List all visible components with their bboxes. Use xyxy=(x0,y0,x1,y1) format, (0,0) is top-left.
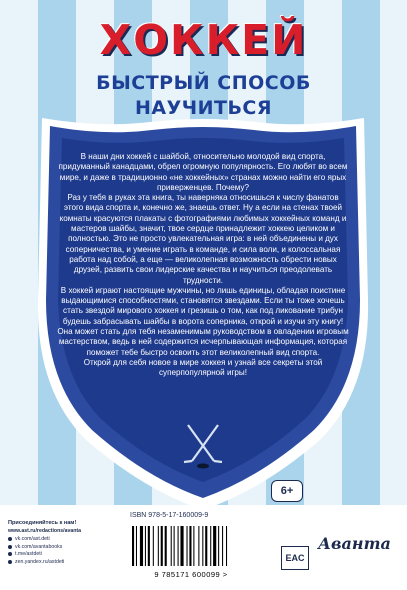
paragraph-2: Раз у тебя в руках эта книга, ты наверняка относишься к числу фанатов этого вида спорта и, конечно же, знаешь ответ. Ну а если на стенах твоей комнаты красуются плакаты с фотографиями любимых хоккейных команд и мастеров шайбы, значит, твое сердце принадлежит хоккею целиком и полностью. Это не просто увлекательная игра: в ней объединены и дух соперничества, и умение играть в команде, и сила воли, и колоссальная работа над собой, а еще — великолепная возможность обрести новых друзей, развить свои лидерские качества и научиться преодолевать трудности. xyxy=(59,193,347,285)
social-link-row[interactable]: vk.com/avantabooks xyxy=(8,544,118,550)
social-title: Присоединяйтесь к нам! xyxy=(8,520,77,526)
barcode xyxy=(124,522,258,580)
puck-icon xyxy=(197,464,209,469)
vk-icon xyxy=(8,537,12,541)
social-link-row[interactable]: zen.yandex.ru/astdeti xyxy=(8,559,118,565)
website-link[interactable]: www.ast.ru/redactions/avanta xyxy=(8,528,82,534)
zen-icon xyxy=(8,560,12,564)
social-link-row[interactable]: vk.com/ast.deti xyxy=(8,536,118,542)
eac-mark: EAC xyxy=(281,546,309,570)
book-subtitle-line1: БЫСТРЫЙ СПОСОБ xyxy=(96,72,311,94)
barcode-number: 9 785171 600099 > xyxy=(154,570,228,579)
telegram-icon xyxy=(8,552,12,556)
book-title: ХОККЕЙ xyxy=(99,16,308,64)
social-link-row[interactable]: t.me/astdeti xyxy=(8,551,118,557)
book-subtitle-line2: НАУЧИТЬСЯ xyxy=(134,97,273,119)
barcode-bars-icon xyxy=(124,522,258,568)
paragraph-3: В хоккей играют настоящие мужчины, но лишь единицы, обладая поистине выдающимися способностями, становятся звездами. Если ты тоже хочешь стать звездой мирового хоккея и грезишь о том, как под ликование трибун будешь забрасывать шайбы в ворота соперника, открой и изучи эту книгу! Она может стать для тебя незаменимым руководством в овладении игровым мастерством, ведь в ней содержится исчерпывающая информация, которая поможет тебе быстро освоить этот великолепный вид спорта. xyxy=(57,285,349,357)
publisher-logo: Аванта xyxy=(318,534,391,553)
social-links xyxy=(8,520,118,566)
paragraph-1: В наши дни хоккей с шайбой, относительно молодой вид спорта, придуманный канадцами, обрел огромную популярность. Его любят во всем мире, и даже в традиционно «не хоккейных» странах можно найти его ярых приверженцев. Почему? xyxy=(58,152,348,192)
isbn-text: ISBN 978-5-17-160009-9 xyxy=(130,512,209,519)
vk-icon xyxy=(8,545,12,549)
annotation-text xyxy=(57,152,349,379)
paragraph-4: Открой для себя новое в мире хоккея и узнай все секреты этой суперпопулярной игры! xyxy=(83,357,323,378)
age-rating-badge: 6+ xyxy=(271,480,303,502)
